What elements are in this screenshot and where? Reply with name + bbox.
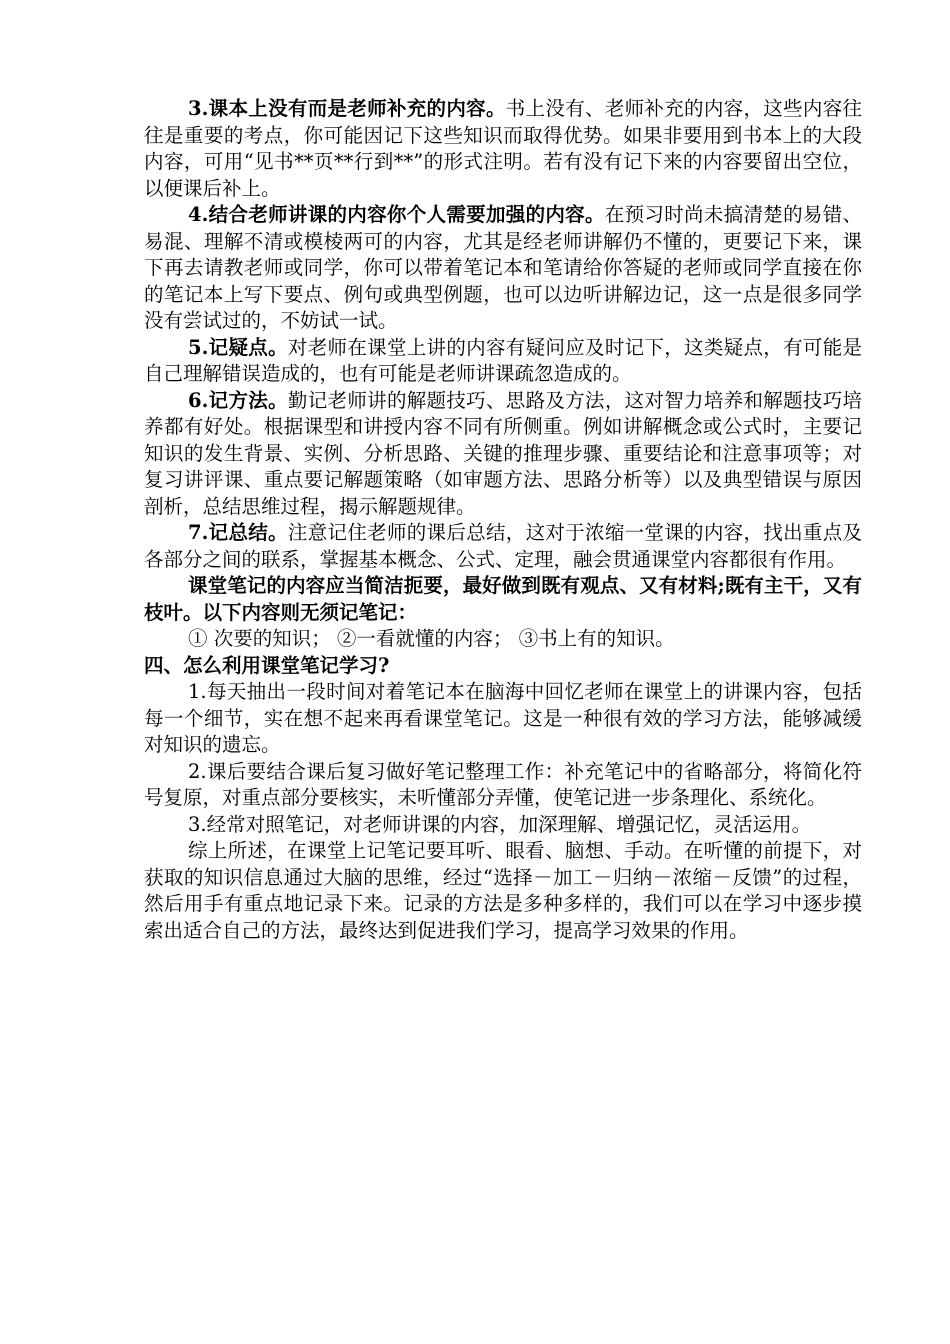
section-4-item-3: 3.经常对照笔记，对老师讲课的内容，加深理解、增强记忆，灵活运用。 xyxy=(188,812,812,836)
item-4-text: 在预习时尚未搞清楚的易错、易混、理解不清或模棱两可的内容，尤其是经老师讲解仍不懂的，更要记下来，课下再去请教老师或同学，你可以带着笔记本和笔请给你答疑的老师或同学直接在你的笔记本上写下要点、例句或典型例题，也可以边听讲解边记，这一点是很多同学没有尝试过的，不妨试一试。 xyxy=(144,203,862,332)
item-3-text: 书上没有、老师补充的内容，这些内容往往是重要的考点，你可能因记下这些知识而取得优势。如果非要用到书本上的大段内容，可用“见书**页**行到**”的形式注明。若有没有记下来的内容要留出空位，以便课后补上。 xyxy=(144,97,862,200)
summary-bold-paragraph: 课堂笔记的内容应当简洁扼要，最好做到既有观点、又有材料;既有主干，又有枝叶。以下内容则无须记笔记： xyxy=(144,574,862,624)
paragraph-item-7 xyxy=(144,520,862,573)
item-7-lead: 7.记总结。 xyxy=(188,521,288,544)
section-4-item-1: 1.每天抽出一段时间对着笔记本在脑海中回忆老师在课堂上的讲课内容，包括每一个细节，实在想不起来再看课堂笔记。这是一种很有效的学习方法，能够减缓对知识的遗忘。 xyxy=(144,680,862,756)
conclusion-paragraph: 综上所述，在课堂上记笔记要耳听、眼看、脑想、手动。在听懂的前提下，对获取的知识信息通过大脑的思维，经过“选择－加工－归纳－浓缩－反馈”的过程，然后用手有重点地记录下来。记录的方法是多种多样的，我们可以在学习中逐步摸索出适合自己的方法，最终达到促进我们学习，提高学习效果的作用。 xyxy=(144,839,862,942)
paragraph-item-6 xyxy=(144,388,862,521)
item-6-lead: 6.记方法。 xyxy=(188,388,288,412)
section-4-heading: 四、怎么利用课堂笔记学习? xyxy=(144,653,390,677)
paragraph-item-4 xyxy=(144,202,862,335)
section-4-item-2: 2.课后要结合课后复习做好笔记整理工作：补充笔记中的省略部分，将简化符号复原，对重点部分要核实，未听懂部分弄懂，使笔记进一步条理化、系统化。 xyxy=(144,759,862,809)
no-note-items: ① 次要的知识； ②一看就懂的内容； ③书上有的知识。 xyxy=(188,627,675,650)
item-5-text: 对老师在课堂上讲的内容有疑问应及时记下，这类疑点，有可能是自己理解错误造成的，也有可能是老师讲课疏忽造成的。 xyxy=(144,335,862,385)
paragraph-item-5 xyxy=(144,335,862,388)
item-6-text: 勤记老师讲的解题技巧、思路及方法，这对智力培养和解题技巧培养都有好处。根据课型和讲授内容不同有所侧重。例如讲解概念或公式时，主要记知识的发生背景、实例、分析思路、关键的推理步骤、重要结论和注意事项等；对复习讲评课、重点要记解题策略（如审题方法、思路分析等）以及典型错误与原因剖析，总结思维过程，揭示解题规律。 xyxy=(144,388,862,518)
paragraph-item-3 xyxy=(144,96,862,202)
item-3-lead: 3.课本上没有而是老师补充的内容。 xyxy=(188,97,506,120)
item-4-lead: 4.结合老师讲课的内容你个人需要加强的内容。 xyxy=(188,203,605,226)
item-7-text: 注意记住老师的课后总结，这对于浓缩一堂课的内容，找出重点及各部分之间的联系，掌握基本概念、公式、定理，融会贯通课堂内容都很有作用。 xyxy=(144,521,862,571)
item-5-lead: 5.记疑点。 xyxy=(188,335,288,359)
document-page xyxy=(144,96,862,944)
